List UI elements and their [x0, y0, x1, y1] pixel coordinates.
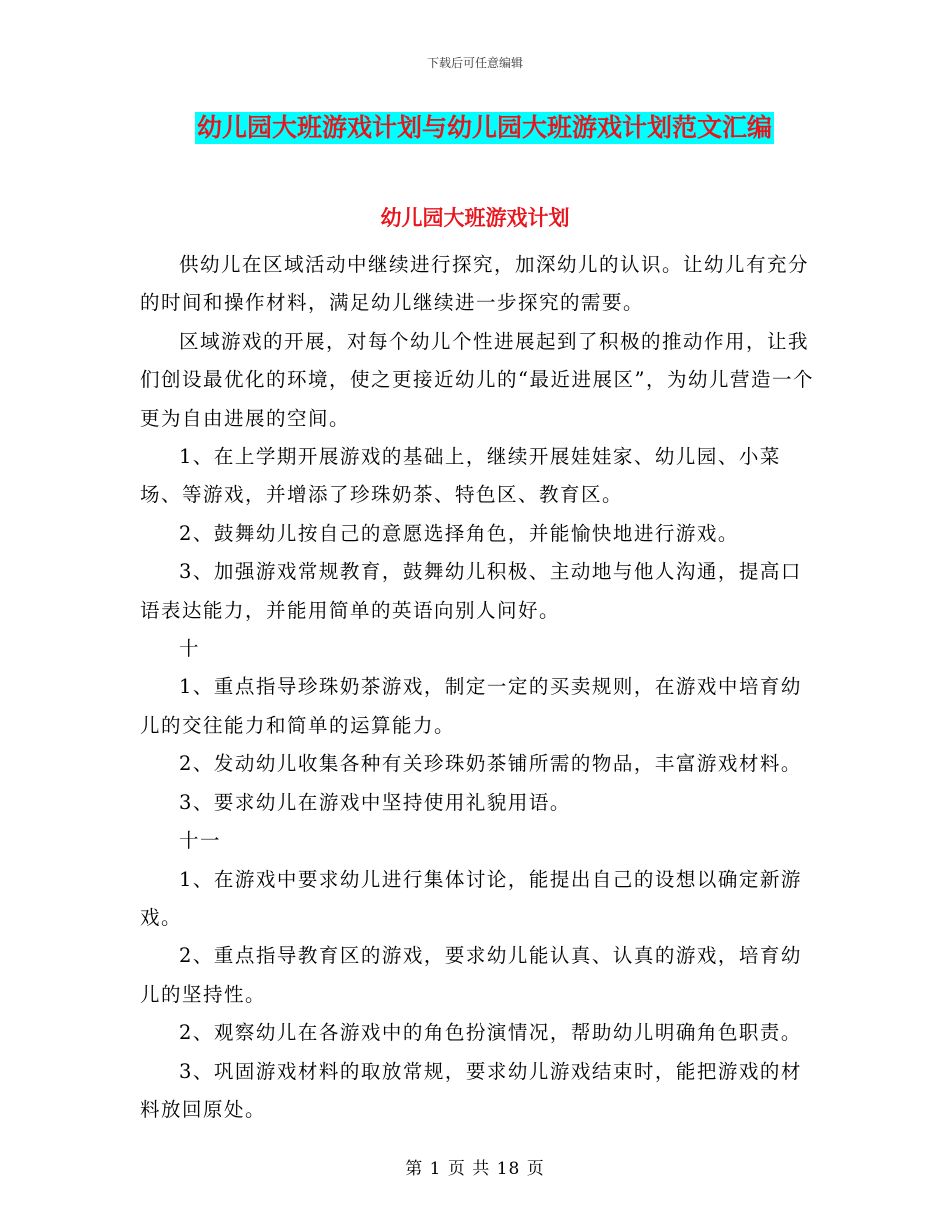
paragraph: 3、要求幼儿在游戏中坚持使用礼貌用语。	[179, 790, 571, 814]
section-title: 幼儿园大班游戏计划	[380, 205, 570, 230]
paragraph: 2、发动幼儿收集各种有关珍珠奶茶铺所需的物品，丰富游戏材料。	[179, 752, 802, 776]
paragraph: 十一	[179, 829, 222, 853]
paragraph: 1、重点指导珍珠奶茶游戏，制定一定的买卖规则，在游戏中培育幼儿的交往能力和简单的运算能力。	[140, 675, 802, 737]
paragraph: 十	[179, 637, 201, 661]
paragraph: 3、巩固游戏材料的取放常规，要求幼儿游戏结束时，能把游戏的材料放回原处。	[140, 1059, 802, 1121]
paragraph: 2、重点指导教育区的游戏，要求幼儿能认真、认真的游戏，培育幼儿的坚持性。	[140, 944, 802, 1006]
document-body	[140, 246, 820, 1129]
paragraph: 供幼儿在区域活动中继续进行探究，加深幼儿的认识。让幼儿有充分的时间和操作材料，满足幼儿继续进一步探究的需要。	[140, 253, 810, 315]
header-note: 下载后可任意编辑	[426, 56, 523, 70]
paragraph: 2、鼓舞幼儿按自己的意愿选择角色，并能愉快地进行游戏。	[179, 521, 739, 545]
paragraph: 1、在上学期开展游戏的基础上，继续开展娃娃家、幼儿园、小菜场、等游戏，并增添了珍珠奶茶、特色区、教育区。	[140, 445, 781, 507]
page-footer: 第 1 页 共 18 页	[405, 1159, 545, 1179]
paragraph: 3、加强游戏常规教育，鼓舞幼儿积极、主动地与他人沟通，提高口语表达能力，并能用简单的英语向别人问好。	[140, 560, 802, 622]
document-title: 幼儿园大班游戏计划与幼儿园大班游戏计划范文汇编	[197, 113, 773, 142]
paragraph: 区域游戏的开展，对每个幼儿个性进展起到了积极的推动作用，让我们创设最优化的环境，使之更接近幼儿的“最近进展区”，为幼儿营造一个更为自由进展的空间。	[140, 329, 814, 430]
paragraph: 1、在游戏中要求幼儿进行集体讨论，能提出自己的设想以确定新游戏。	[140, 867, 802, 929]
paragraph: 2、观察幼儿在各游戏中的角色扮演情况，帮助幼儿明确角色职责。	[179, 1021, 802, 1045]
